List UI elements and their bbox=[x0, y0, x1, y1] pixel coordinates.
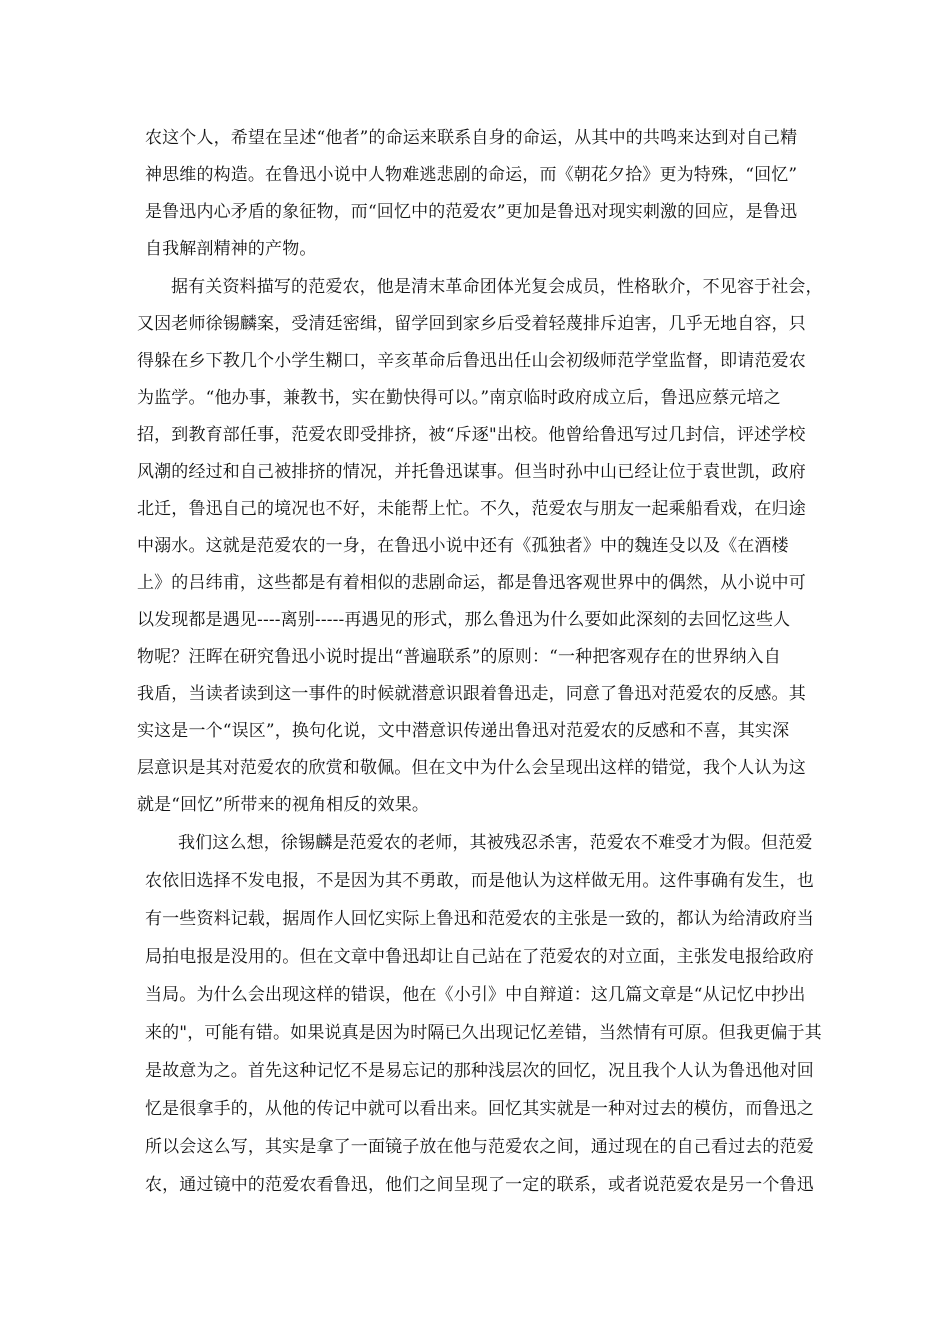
text-line: 所以会这么写，其实是拿了一面镜子放在他与范爱农之间，通过现在的自己看过去的范爱 bbox=[145, 1137, 814, 1157]
text-line: 有一些资料记载，据周作人回忆实际上鲁迅和范爱农的主张是一致的，都认为给清政府当 bbox=[145, 909, 814, 929]
text-line: 农依旧选择不发电报，不是因为其不勇敢，而是他认为这样做无用。这件事确有发生，也 bbox=[145, 871, 814, 891]
text-line: 中溺水。这就是范爱农的一身，在鲁迅小说中还有《孤独者》中的魏连殳以及《在酒楼 bbox=[137, 536, 789, 556]
text-line: 我们这么想，徐锡麟是范爱农的老师，其被残忍杀害，范爱农不难受才为假。但范爱 bbox=[178, 833, 813, 853]
text-line: 我盾，当读者读到这一事件的时候就潜意识跟着鲁迅走，同意了鲁迅对范爱农的反感。其 bbox=[137, 684, 806, 704]
text-line: 忆是很拿手的，从他的传记中就可以看出来。回忆其实就是一种对过去的模仿，而鲁迅之 bbox=[145, 1099, 814, 1119]
text-line: 自我解剖精神的产物。 bbox=[145, 239, 317, 259]
text-line: 农，通过镜中的范爱农看鲁迅，他们之间呈现了一定的联系，或者说范爱农是另一个鲁迅 bbox=[145, 1175, 814, 1195]
text-line: 就是“回忆”所带来的视角相反的效果。 bbox=[137, 795, 430, 815]
text-line: 又因老师徐锡麟案，受清廷密缉，留学回到家乡后受着轻蔑排斥迫害，几乎无地自容，只 bbox=[137, 314, 806, 334]
text-line: 上》的吕纬甫，这些都是有着相似的悲剧命运，都是鲁迅客观世界中的偶然，从小说中可 bbox=[137, 573, 806, 593]
text-line: 得躲在乡下教几个小学生糊口，辛亥革命后鲁迅出任山会初级师范学堂监督，即请范爱农 bbox=[137, 351, 806, 371]
text-line: 来的"，可能有错。如果说真是因为时隔已久出现记忆差错，当然情有可原。但我更偏于其 bbox=[145, 1023, 822, 1043]
text-line: 实这是一个“误区”，换句化说，文中潜意识传递出鲁迅对范爱农的反感和不喜，其实深 bbox=[137, 721, 790, 741]
text-line: 神思维的构造。在鲁迅小说中人物难逃悲剧的命运，而《朝花夕拾》更为特殊，“回忆” bbox=[145, 165, 798, 185]
text-line: 北迁，鲁迅自己的境况也不好，未能帮上忙。不久，范爱农与朋友一起乘船看戏，在归途 bbox=[137, 499, 806, 519]
text-line: 是故意为之。首先这种记忆不是易忘记的那种浅层次的回忆，况且我个人认为鲁迅他对回 bbox=[145, 1061, 814, 1081]
text-line: 农这个人，希望在呈述“他者”的命运来联系自身的命运，从其中的共鸣来达到对自己精 bbox=[145, 128, 798, 148]
text-line: 风潮的经过和自己被排挤的情况，并托鲁迅谋事。但当时孙中山已经让位于袁世凯，政府 bbox=[137, 462, 806, 482]
text-line: 层意识是其对范爱农的欣赏和敬佩。但在文中为什么会呈现出这样的错觉，我个人认为这 bbox=[137, 758, 806, 778]
text-line: 据有关资料描写的范爱农，他是清末革命团体光复会成员，性格耿介，不见容于社会， bbox=[171, 277, 823, 297]
text-line: 招，到教育部任事，范爱农即受排挤，被“斥逐"出校。他曾给鲁迅写过几封信，评述学校 bbox=[137, 425, 806, 445]
text-line: 局拍电报是没用的。但在文章中鲁迅却让自己站在了范爱农的对立面，主张发电报给政府 bbox=[145, 947, 814, 967]
text-line: 为监学。“他办事，兼教书，实在勤快得可以。”南京临时政府成立后，鲁迅应蔡元培之 bbox=[137, 388, 781, 408]
text-line: 以发现都是遇见----离别-----再遇见的形式，那么鲁迅为什么要如此深刻的去回忆这些人 bbox=[137, 610, 791, 630]
text-line: 物呢？汪晖在研究鲁迅小说时提出“普遍联系”的原则：“一种把客观存在的世界纳入自 bbox=[137, 647, 781, 667]
text-line: 当局。为什么会出现这样的错误，他在《小引》中自辩道：这几篇文章是“从记忆中抄出 bbox=[145, 985, 806, 1005]
text-line: 是鲁迅内心矛盾的象征物，而“回忆中的范爱农”更加是鲁迅对现实刺激的回应，是鲁迅 bbox=[145, 202, 798, 222]
